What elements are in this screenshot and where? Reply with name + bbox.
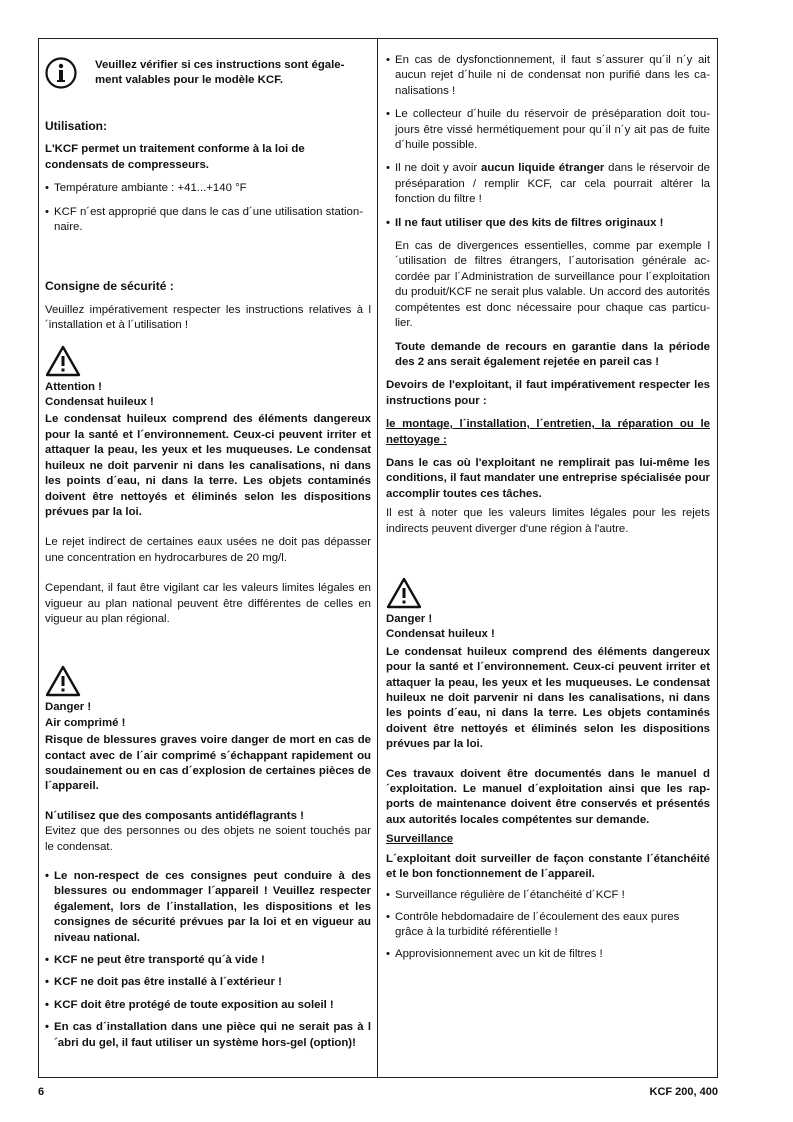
list-item: • KCF doit être protégé de toute exposition au soleil ! — [45, 998, 334, 1011]
info-icon — [45, 57, 77, 89]
danger-oil-title: Condensat huileux ! — [386, 628, 495, 641]
danger-oil-label: Danger ! — [386, 612, 433, 625]
page-number: 6 — [38, 1086, 45, 1098]
right-column — [386, 53, 710, 962]
attention-para-1: Le rejet indirect de certaines eaux usées ne doit pas dépasser une concentration en hydrocarbures de 20 mg/l. — [45, 536, 371, 564]
exploitant-text: Dans le cas où l'exploitant ne remplirait pas lui-même les conditions, il faut mandater une entreprise spécialisée pour accomplir toutes ces tâches. — [386, 456, 710, 500]
warning-icon — [45, 345, 81, 377]
danger-air-note-text: Evitez que des personnes ou des objets ne soient touchés par le condensat. — [45, 825, 371, 853]
list-item: • KCF ne doit pas être installé à l´extérieur ! — [45, 976, 282, 989]
list-item: • KCF ne peut être transporté qu´à vide ! — [45, 954, 265, 967]
surveillance-heading: Surveillance — [386, 833, 454, 846]
danger-air-text: Risque de blessures graves voire danger de mort en cas de contact avec de l´air comprimé s´échappant rapidement ou soudainement ou en cas d´explosion de certaines pièces de l´appareil. — [45, 734, 371, 793]
model-name: KCF 200, 400 — [649, 1086, 718, 1098]
warning-icon — [45, 665, 81, 697]
list-item: • Le non-respect de ces consignes peut conduire à des blessures ou endommager l´appareil ! Veuillez respecter également, lors de l´installation, les dispositions et les consignes de sécurité prévues par la loi et en vigueur au niveau national. — [45, 870, 371, 944]
surveillance-intro: L´exploitant doit surveiller de façon constante l´étanchéité et le bon fonctionnement de l´appareil. — [386, 852, 710, 881]
list-item: • KCF n´est approprié que dans le cas d´une utilisation station-naire. — [45, 205, 363, 234]
attention-label: Attention ! — [45, 380, 102, 393]
info-text: Veuillez vérifier si ces instructions sont égale-ment valables pour le modèle KCF. — [95, 58, 345, 86]
info-note — [45, 57, 371, 89]
list-item: • Contrôle hebdomadaire de l´écoulement des eaux pures grâce à la turbidité référentielle ! — [386, 910, 680, 939]
list-item: • Il ne doit y avoir aucun liquide étranger dans le réservoir de préséparation / remplir KCF, car cela pourrait altérer la fonction du filtre ! — [386, 162, 710, 206]
list-item: • Température ambiante : +41...+140 °F — [45, 182, 247, 195]
consigne-heading: Consigne de sécurité : — [45, 279, 174, 294]
utilisation-intro: L'KCF permet un traitement conforme à la loi de condensats de compresseurs. — [45, 143, 305, 171]
montage-text: le montage, l´installation, l´entretien, la réparation ou le nettoyage : — [386, 418, 710, 446]
list-item: • Surveillance régulière de l´étanchéité d´KCF ! — [386, 889, 625, 902]
list-item: • Approvisionnement avec un kit de filtres ! — [386, 947, 603, 960]
attention-para-2: Cependant, il faut être vigilant car les valeurs limites légales en vigueur au plan national peuvent être différentes de celles en vigueur au plan régional. — [45, 582, 371, 625]
list-item: • Il ne faut utiliser que des kits de filtres originaux ! — [386, 216, 664, 229]
noter-text: Il est à noter que les valeurs limites légales pour les rejets indirects peuvent diverger d'une région à l'autre. — [386, 507, 710, 535]
danger-air-note: N´utilisez que des composants antidéflagrants ! — [45, 809, 304, 822]
danger-oil-text: Le condensat huileux comprend des éléments dangereux pour la santé et l´environnement. Ceux-ci peuvent irriter et attaquer la peau, les yeux et les muqueuses. Le condensat huileux ne doit parvenir ni dans les canalisations, ni dans les points d´eau, ni dans la terre. Les objets contaminés doivent être nettoyés et éliminés selon les dispositions prévues par la loi. — [386, 645, 710, 751]
list-item: • En cas de dysfonctionnement, il faut s´assurer qu´il n´y ait aucun rejet d´huile ni de condensat non purifié dans les ca-nalisations ! — [386, 54, 710, 97]
travaux-text: Ces travaux doivent être documentés dans le manuel d´exploitation. Le manuel d´exploitation ainsi que les rap-ports de maintenance doivent être conservés et présentés aux autorités locales compétentes sur demande. — [386, 767, 710, 826]
divergence-text: En cas de divergences essentielles, comme par exemple l´utilisation de filtres étrangers, l´autorisation générale ac-cordée par l´Administration de surveillance pour l´exploitation du produit/KCF ne serait plus valable. Un accord des autorités compétentes est donc nécessaire pour chaque cas particu-lier. — [395, 240, 710, 330]
attention-warning-text: Le condensat huileux comprend des éléments dangereux pour la santé et l´environnement. Ceux-ci peuvent irriter et attaquer la peau, les yeux et les muqueuses. Le condensat huileux ne doit parvenir ni dans les canalisations, ni dans les points d´eau, ni dans la terre. Les objets contaminés doivent être nettoyés et éliminés selon les dispositions prévues par la loi. — [45, 413, 371, 518]
danger-air-label: Danger ! — [45, 701, 92, 714]
warning-icon — [386, 577, 422, 609]
left-column — [45, 50, 371, 1051]
list-item: • Le collecteur d´huile du réservoir de préséparation doit tou-jours être vissé hermétiquement pour qu´il n´y ait pas de fuite d´huile possible. — [386, 108, 710, 152]
danger-air-title: Air comprimé ! — [45, 716, 126, 729]
list-item: • En cas d´installation dans une pièce qui ne serait pas à l´abri du gel, il faut utiliser un système hors-gel (option)! — [45, 1021, 371, 1049]
column-divider — [377, 38, 378, 1078]
utilisation-heading: Utilisation: — [45, 119, 107, 133]
attention-title: Condensat huileux ! — [45, 396, 154, 409]
garantie-text: Toute demande de recours en garantie dans la période des 2 ans serait également rejetée en pareil cas ! — [395, 340, 710, 368]
devoirs-text: Devoirs de l'exploitant, il faut impérativement respecter les instructions pour : — [386, 379, 710, 407]
consigne-text: Veuillez impérativement respecter les instructions relatives à l´installation et à l´utilisation ! — [45, 303, 371, 332]
